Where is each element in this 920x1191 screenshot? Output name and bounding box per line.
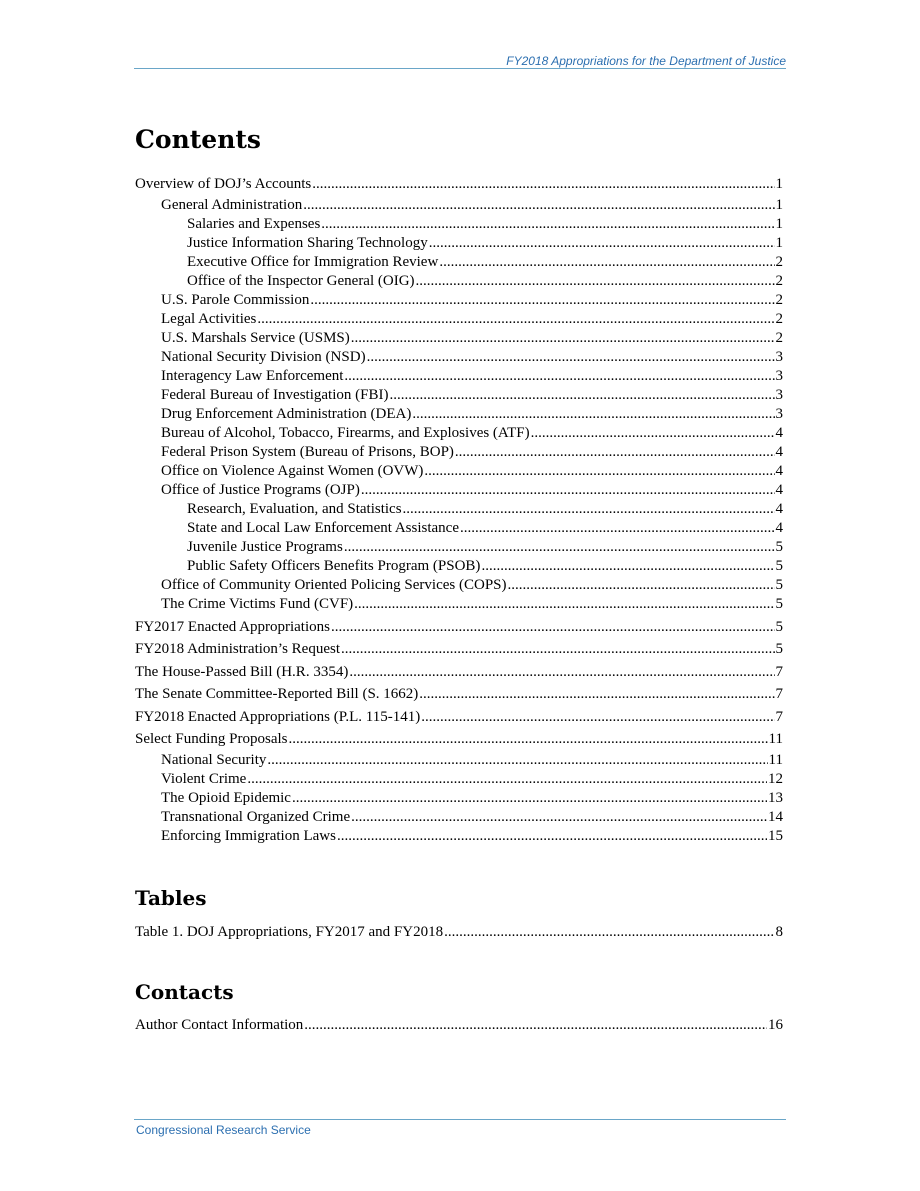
toc-entry-fy2018-administration-s-request[interactable] — [135, 640, 783, 659]
toc-entry-page-number: 3 — [775, 368, 783, 384]
toc-entry-the-opioid-epidemic[interactable] — [161, 789, 783, 808]
toc-dot-leader — [389, 386, 774, 405]
toc-entry-page-number: 15 — [768, 828, 783, 844]
toc-entry-table-1-doj-appropriations-fy2017-and-fy2018[interactable] — [135, 923, 783, 942]
toc-entry-justice-information-sharing-technology[interactable] — [187, 234, 783, 253]
toc-entry-title: U.S. Marshals Service (USMS) — [161, 330, 350, 346]
toc-dot-leader — [455, 443, 775, 462]
toc-entry-page-number: 2 — [775, 330, 783, 346]
toc-dot-leader — [321, 215, 774, 234]
toc-entry-juvenile-justice-programs[interactable] — [187, 538, 783, 557]
toc-dot-leader — [444, 923, 774, 942]
toc-entry-salaries-and-expenses[interactable] — [187, 215, 783, 234]
toc-entry-office-on-violence-against-women-ovw[interactable] — [161, 462, 783, 481]
toc-entry-page-number: 1 — [775, 197, 783, 213]
toc-dot-leader — [416, 272, 775, 291]
toc-entry-title: Bureau of Alcohol, Tobacco, Firearms, and Explosives (ATF) — [161, 425, 530, 441]
footer-organization: Congressional Research Service — [136, 1123, 311, 1137]
toc-entry-page-number: 5 — [775, 596, 783, 612]
toc-entry-page-number: 4 — [775, 520, 783, 536]
toc-dot-leader — [247, 770, 767, 789]
toc-entry-page-number: 5 — [775, 539, 783, 555]
toc-entry-title: Research, Evaluation, and Statistics — [187, 501, 402, 517]
toc-dot-leader — [508, 576, 775, 595]
toc-entry-title: Executive Office for Immigration Review — [187, 254, 439, 270]
toc-entry-title: Office on Violence Against Women (OVW) — [161, 463, 424, 479]
contents-heading: Contents — [135, 125, 262, 154]
toc-dot-leader — [349, 663, 774, 682]
toc-entry-title: U.S. Parole Commission — [161, 292, 310, 308]
toc-dot-leader — [460, 519, 775, 538]
toc-entry-page-number: 1 — [775, 176, 783, 192]
toc-entry-u-s-parole-commission[interactable] — [161, 291, 783, 310]
toc-entry-page-number: 1 — [775, 235, 783, 251]
toc-dot-leader — [267, 751, 767, 770]
toc-entry-page-number: 2 — [775, 273, 783, 289]
toc-entry-interagency-law-enforcement[interactable] — [161, 367, 783, 386]
toc-dot-leader — [481, 557, 774, 576]
toc-dot-leader — [361, 481, 775, 500]
toc-dot-leader — [403, 500, 775, 519]
toc-entry-page-number: 1 — [775, 216, 783, 232]
toc-dot-leader — [337, 827, 767, 846]
toc-entry-general-administration[interactable] — [161, 196, 783, 215]
running-header-title: FY2018 Appropriations for the Department of Justice — [506, 54, 786, 68]
toc-entry-office-of-community-oriented-policing-services-c[interactable] — [161, 576, 783, 595]
toc-dot-leader — [419, 685, 774, 704]
toc-dot-leader — [344, 538, 775, 557]
toc-entry-title: FY2018 Enacted Appropriations (P.L. 115-141) — [135, 708, 421, 725]
toc-entry-state-and-local-law-enforcement-assistance[interactable] — [187, 519, 783, 538]
toc-entry-page-number: 5 — [775, 618, 783, 635]
toc-entry-title: Legal Activities — [161, 311, 257, 327]
toc-entry-the-house-passed-bill-h-r-3354[interactable] — [135, 663, 783, 682]
toc-entry-title: The Crime Victims Fund (CVF) — [161, 596, 354, 612]
toc-entry-overview-of-doj-s-accounts[interactable] — [135, 175, 783, 194]
toc-entry-page-number: 2 — [775, 292, 783, 308]
toc-entry-title: General Administration — [161, 197, 303, 213]
toc-entry-title: Enforcing Immigration Laws — [161, 828, 336, 844]
toc-entry-page-number: 4 — [775, 501, 783, 517]
toc-dot-leader — [351, 329, 775, 348]
toc-entry-title: Justice Information Sharing Technology — [187, 235, 428, 251]
toc-entry-select-funding-proposals[interactable] — [135, 730, 783, 749]
toc-entry-title: National Security Division (NSD) — [161, 349, 366, 365]
toc-entry-title: Author Contact Information — [135, 1017, 304, 1033]
toc-entry-research-evaluation-and-statistics[interactable] — [187, 500, 783, 519]
toc-entry-page-number: 3 — [775, 349, 783, 365]
toc-entry-page-number: 4 — [775, 444, 783, 460]
toc-entry-page-number: 11 — [768, 752, 783, 768]
toc-entry-fy2017-enacted-appropriations[interactable] — [135, 618, 783, 637]
toc-dot-leader — [344, 367, 774, 386]
toc-entry-page-number: 2 — [775, 254, 783, 270]
toc-entry-page-number: 7 — [775, 686, 783, 702]
toc-entry-page-number: 3 — [775, 406, 783, 422]
toc-entry-public-safety-officers-benefits-program-psob[interactable] — [187, 557, 783, 576]
toc-entry-bureau-of-alcohol-tobacco-firearms-and-explosive[interactable] — [161, 424, 783, 443]
toc-entry-drug-enforcement-administration-dea[interactable] — [161, 405, 783, 424]
toc-dot-leader — [292, 789, 767, 808]
toc-entry-page-number: 7 — [775, 708, 783, 725]
toc-entry-national-security[interactable] — [161, 751, 783, 770]
toc-entry-page-number: 3 — [775, 387, 783, 403]
toc-entry-page-number: 16 — [768, 1017, 783, 1033]
toc-entry-title: Select Funding Proposals — [135, 731, 288, 747]
toc-dot-leader — [439, 253, 774, 272]
toc-entry-title: FY2017 Enacted Appropriations — [135, 618, 330, 635]
contacts-heading: Contacts — [135, 980, 234, 1004]
toc-entry-title: National Security — [161, 752, 267, 768]
toc-dot-leader — [351, 808, 767, 827]
toc-entry-u-s-marshals-service-usms[interactable] — [161, 329, 783, 348]
header-divider — [134, 68, 786, 69]
toc-entry-title: FY2018 Administration’s Request — [135, 641, 341, 657]
toc-entry-page-number: 14 — [768, 809, 783, 825]
toc-entry-page-number: 7 — [775, 663, 783, 680]
toc-entry-title: Office of Justice Programs (OJP) — [161, 482, 360, 498]
footer-divider — [134, 1119, 786, 1120]
toc-entry-title: Transnational Organized Crime — [161, 809, 351, 825]
toc-entry-national-security-division-nsd[interactable] — [161, 348, 783, 367]
toc-entry-page-number: 13 — [768, 790, 783, 806]
toc-entry-legal-activities[interactable] — [161, 310, 783, 329]
toc-dot-leader — [412, 405, 774, 424]
toc-entry-page-number: 4 — [775, 425, 783, 441]
toc-entry-title: Federal Prison System (Bureau of Prisons, BOP) — [161, 444, 454, 460]
toc-dot-leader — [304, 1016, 767, 1035]
toc-entry-page-number: 11 — [768, 731, 783, 747]
toc-entry-office-of-justice-programs-ojp[interactable] — [161, 481, 783, 500]
toc-entry-violent-crime[interactable] — [161, 770, 783, 789]
toc-entry-title: State and Local Law Enforcement Assistance — [187, 520, 459, 536]
toc-dot-leader — [367, 348, 775, 367]
toc-dot-leader — [331, 618, 775, 637]
toc-dot-leader — [303, 196, 774, 215]
toc-entry-title: Office of the Inspector General (OIG) — [187, 273, 415, 289]
toc-entry-page-number: 12 — [768, 771, 783, 787]
toc-entry-title: Overview of DOJ’s Accounts — [135, 176, 312, 192]
toc-entry-title: Violent Crime — [161, 771, 247, 787]
toc-entry-page-number: 2 — [775, 311, 783, 327]
toc-dot-leader — [354, 595, 774, 614]
toc-entry-the-senate-committee-reported-bill-s-1662[interactable] — [135, 685, 783, 704]
toc-entry-page-number: 8 — [775, 924, 783, 940]
toc-entry-title: The House-Passed Bill (H.R. 3354) — [135, 663, 349, 680]
toc-entry-page-number: 4 — [775, 463, 783, 479]
toc-entry-the-crime-victims-fund-cvf[interactable] — [161, 595, 783, 614]
toc-entry-title: Federal Bureau of Investigation (FBI) — [161, 387, 389, 403]
toc-dot-leader — [310, 291, 774, 310]
toc-entry-title: Interagency Law Enforcement — [161, 368, 344, 384]
toc-entry-title: Salaries and Expenses — [187, 216, 321, 232]
toc-entry-title: The Opioid Epidemic — [161, 790, 291, 806]
toc-dot-leader — [421, 708, 774, 727]
toc-entry-page-number: 5 — [775, 577, 783, 593]
toc-dot-leader — [341, 640, 774, 659]
toc-dot-leader — [531, 424, 775, 443]
toc-entry-title: Drug Enforcement Administration (DEA) — [161, 406, 412, 422]
toc-entry-office-of-the-inspector-general-oig[interactable] — [187, 272, 783, 291]
toc-entry-transnational-organized-crime[interactable] — [161, 808, 783, 827]
toc-entry-title: The Senate Committee-Reported Bill (S. 1662) — [135, 686, 419, 702]
toc-entry-federal-prison-system-bureau-of-prisons-bop[interactable] — [161, 443, 783, 462]
toc-entry-title: Table 1. DOJ Appropriations, FY2017 and FY2018 — [135, 924, 444, 940]
toc-entry-title: Public Safety Officers Benefits Program (PSOB) — [187, 558, 481, 574]
tables-heading: Tables — [135, 886, 207, 910]
toc-dot-leader — [424, 462, 774, 481]
toc-entry-executive-office-for-immigration-review[interactable] — [187, 253, 783, 272]
toc-entry-page-number: 4 — [775, 482, 783, 498]
toc-entry-enforcing-immigration-laws[interactable] — [161, 827, 783, 846]
toc-entry-fy2018-enacted-appropriations-p-l-115-141[interactable] — [135, 708, 783, 727]
toc-dot-leader — [257, 310, 774, 329]
toc-entry-page-number: 5 — [775, 558, 783, 574]
toc-dot-leader — [289, 730, 768, 749]
toc-entry-title: Juvenile Justice Programs — [187, 539, 343, 555]
toc-entry-title: Office of Community Oriented Policing Services (COPS) — [161, 577, 507, 593]
toc-dot-leader — [312, 175, 774, 194]
toc-entry-author-contact-information[interactable] — [135, 1016, 783, 1035]
toc-entry-page-number: 5 — [775, 641, 783, 657]
toc-dot-leader — [429, 234, 775, 253]
toc-entry-federal-bureau-of-investigation-fbi[interactable] — [161, 386, 783, 405]
